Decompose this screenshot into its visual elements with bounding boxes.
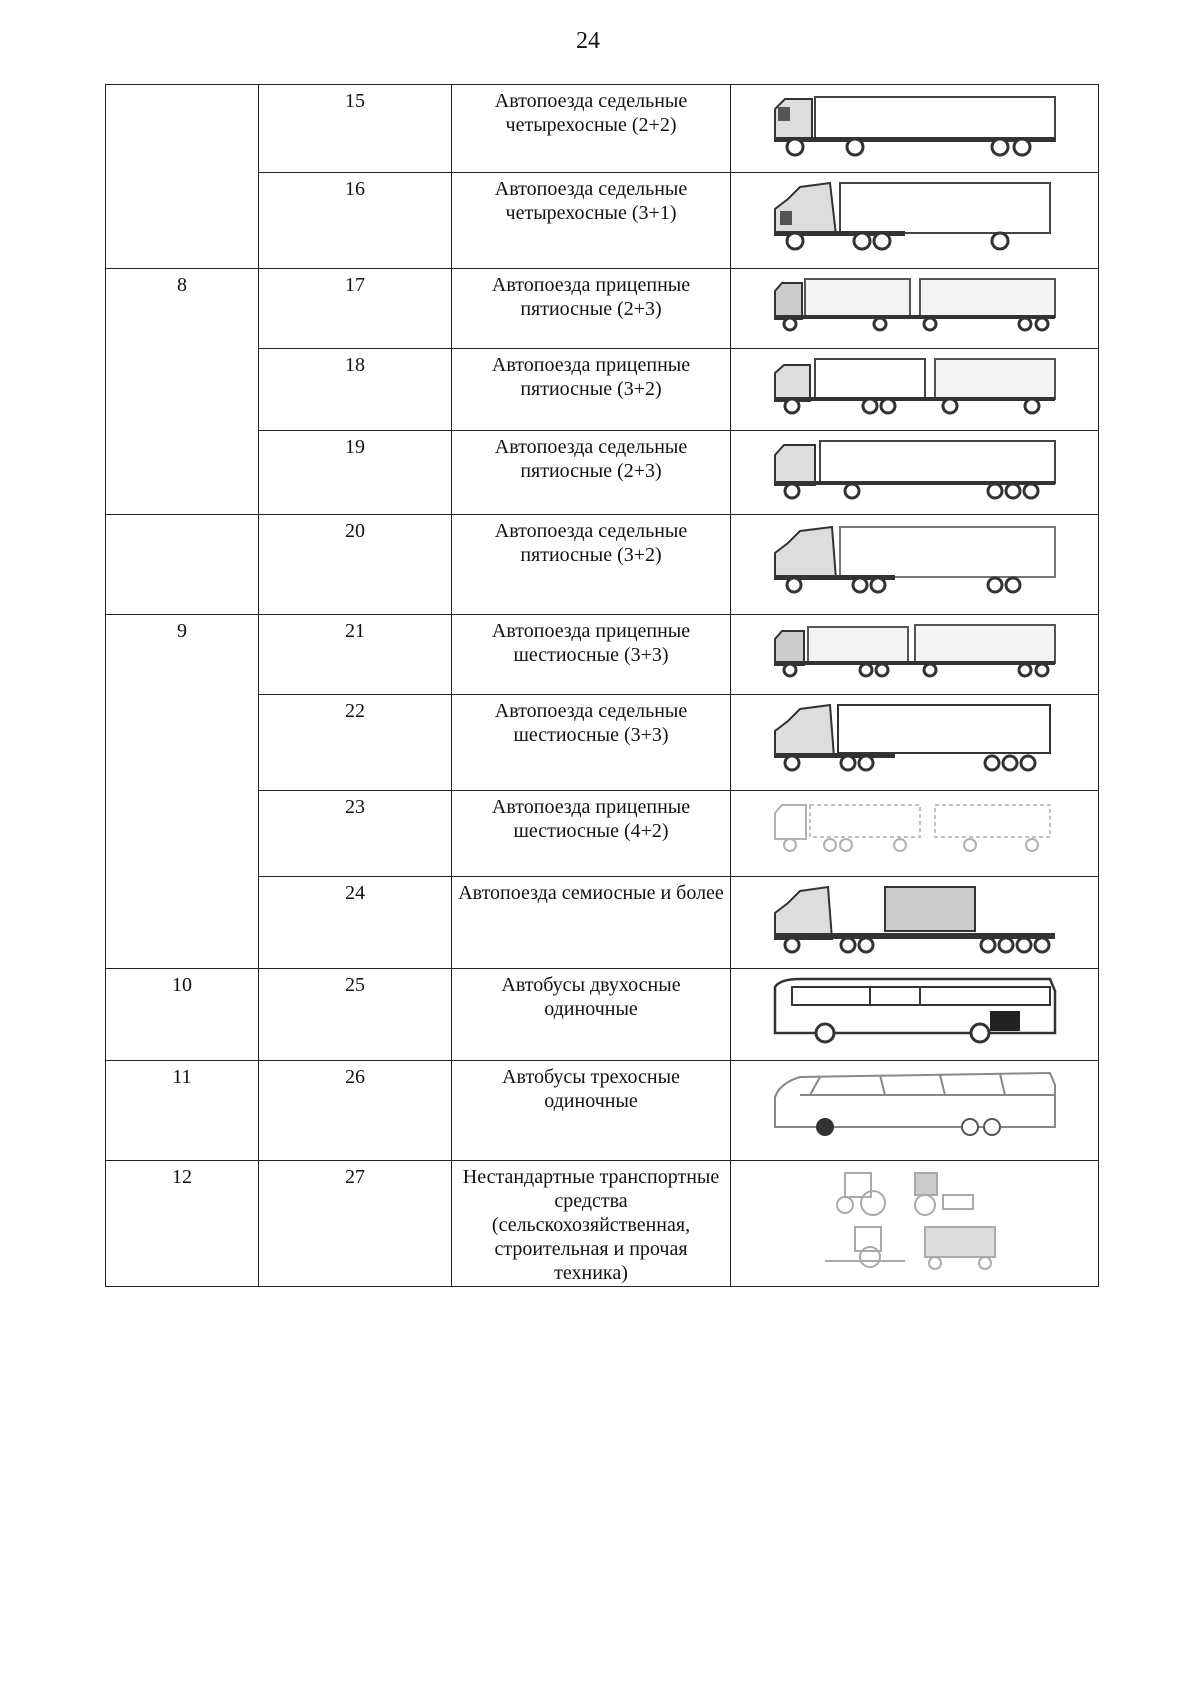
table-row bbox=[106, 1161, 1099, 1287]
image-cell bbox=[731, 791, 1099, 877]
number-cell: 20 bbox=[259, 515, 452, 615]
description-cell: Автопоезда семиосные и более bbox=[452, 877, 731, 969]
number-cell: 19 bbox=[259, 431, 452, 515]
table-row bbox=[106, 515, 1099, 615]
group-cell: 11 bbox=[106, 1061, 259, 1161]
group-cell: 9 bbox=[106, 615, 259, 969]
number-cell: 15 bbox=[259, 85, 452, 173]
image-cell bbox=[731, 173, 1099, 269]
image-cell bbox=[731, 85, 1099, 173]
table-row bbox=[106, 1061, 1099, 1161]
number-cell: 24 bbox=[259, 877, 452, 969]
road-train-3-3-icon bbox=[770, 619, 1060, 679]
number-cell: 21 bbox=[259, 615, 452, 695]
group-cell bbox=[106, 85, 259, 269]
number-cell: 27 bbox=[259, 1161, 452, 1287]
image-cell bbox=[731, 1161, 1099, 1287]
image-cell bbox=[731, 877, 1099, 969]
image-cell bbox=[731, 349, 1099, 431]
road-train-3-2-icon bbox=[770, 353, 1060, 415]
image-cell bbox=[731, 969, 1099, 1061]
page-number: 24 bbox=[576, 28, 600, 54]
image-cell bbox=[731, 431, 1099, 515]
description-cell: Автопоезда прицепные шестиосные (3+3) bbox=[452, 615, 731, 695]
image-cell bbox=[731, 515, 1099, 615]
description-cell: Автопоезда седельные шестиосные (3+3) bbox=[452, 695, 731, 791]
description-cell: Автопоезда седельные пятиосные (3+2) bbox=[452, 515, 731, 615]
number-cell: 18 bbox=[259, 349, 452, 431]
description-cell: Автопоезда седельные пятиосные (2+3) bbox=[452, 431, 731, 515]
number-cell: 25 bbox=[259, 969, 452, 1061]
road-train-4-2-icon bbox=[770, 795, 1060, 855]
group-cell: 12 bbox=[106, 1161, 259, 1287]
description-cell: Автобусы трехосные одиночные bbox=[452, 1061, 731, 1161]
table-row bbox=[106, 85, 1099, 173]
description-cell: Автопоезда седельные четырехосные (3+1) bbox=[452, 173, 731, 269]
description-cell: Автопоезда прицепные пятиосные (3+2) bbox=[452, 349, 731, 431]
description-cell: Автопоезда прицепные пятиосные (2+3) bbox=[452, 269, 731, 349]
number-cell: 16 bbox=[259, 173, 452, 269]
number-cell: 23 bbox=[259, 791, 452, 877]
number-cell: 17 bbox=[259, 269, 452, 349]
group-cell: 10 bbox=[106, 969, 259, 1061]
semi-truck-2-2-icon bbox=[770, 89, 1060, 159]
description-cell: Автопоезда седельные четырехосные (2+2) bbox=[452, 85, 731, 173]
road-train-2-3-icon bbox=[770, 273, 1060, 333]
group-cell bbox=[106, 515, 259, 615]
bus-3-axle-icon bbox=[770, 1065, 1060, 1141]
semi-truck-3-3-icon bbox=[770, 699, 1060, 775]
description-cell: Автобусы двухосные одиночные bbox=[452, 969, 731, 1061]
image-cell bbox=[731, 1061, 1099, 1161]
number-cell: 22 bbox=[259, 695, 452, 791]
semi-truck-3-1-icon bbox=[770, 177, 1060, 253]
table-row bbox=[106, 269, 1099, 349]
semi-truck-2-3-icon bbox=[770, 435, 1060, 501]
description-cell: Нестандартные транспортные средства (сельскохозяйственная, строительная и прочая техника) bbox=[452, 1161, 731, 1287]
heavy-haul-7-axle-icon bbox=[770, 881, 1060, 957]
special-machinery-icon bbox=[815, 1165, 1015, 1275]
table-row bbox=[106, 969, 1099, 1061]
group-cell: 8 bbox=[106, 269, 259, 515]
image-cell bbox=[731, 269, 1099, 349]
image-cell bbox=[731, 615, 1099, 695]
semi-truck-3-2-icon bbox=[770, 519, 1060, 597]
bus-2-axle-icon bbox=[770, 973, 1060, 1045]
table-row bbox=[106, 615, 1099, 695]
number-cell: 26 bbox=[259, 1061, 452, 1161]
description-cell: Автопоезда прицепные шестиосные (4+2) bbox=[452, 791, 731, 877]
vehicle-class-table bbox=[105, 84, 1099, 1287]
image-cell bbox=[731, 695, 1099, 791]
